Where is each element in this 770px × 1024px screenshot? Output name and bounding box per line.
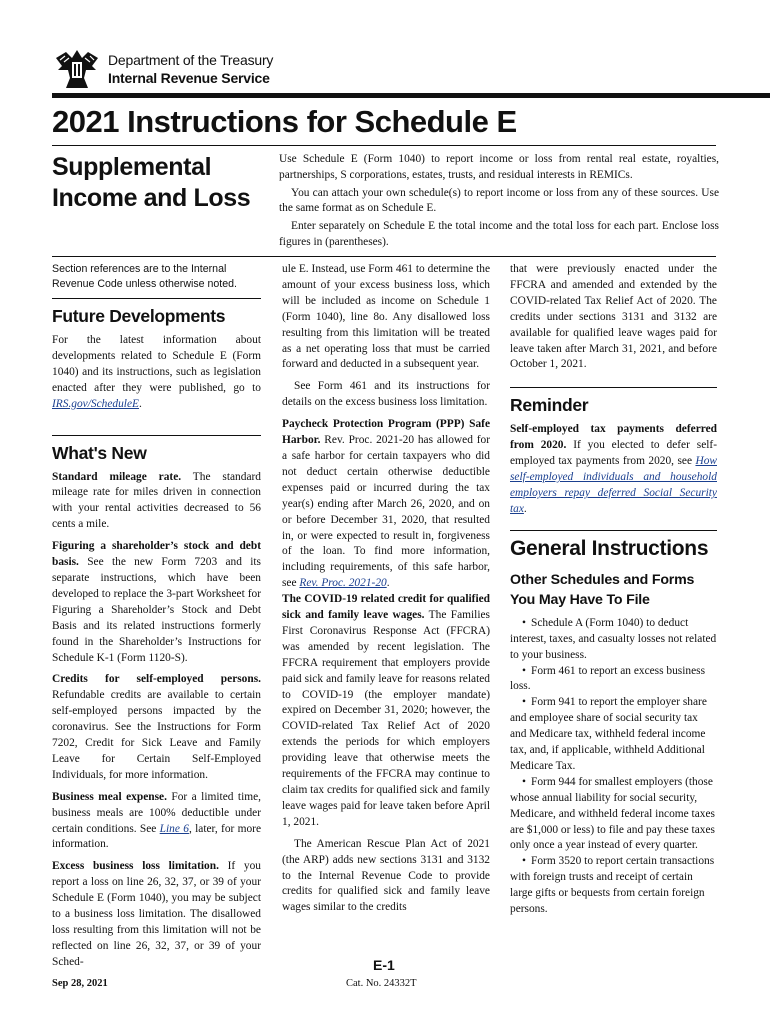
revision-date: Sep 28, 2021 [52, 978, 108, 989]
general-instructions-heading: General Instructions [510, 536, 709, 560]
header-rule [52, 93, 770, 98]
catalog-number: Cat. No. 24332T [346, 978, 417, 989]
reminder-heading: Reminder [510, 395, 589, 416]
ppp-safe-harbor-paragraph: Paycheck Protection Program (PPP) Safe Harbor. Rev. Proc. 2021-20 has allowed for a safe harbor for certain taxpayers who did not deduct certain otherwise deductible expenses paid or incurred during the tax year(s) ending after March 26, 2020, and on or before December 31, 2020, that resulted in, or were expected to result in, forgiveness of the loan. To find more information, including requirements, of this safe harbor, see Rev. Proc. 2021-20. [282, 418, 490, 590]
column-1 [52, 262, 261, 971]
agency-department: Department of the Treasury [108, 52, 274, 68]
intro-paragraph: You can attach your own schedule(s) to report income or loss from any of these sources. Use the same format as on Schedule E. [279, 186, 719, 215]
mileage-rate-paragraph: Standard mileage rate. The standard mileage rate for miles driven in connection with your rental activities decreased to 56 cents a mile. [52, 470, 261, 531]
section-note: Section references are to the Internal Revenue Code unless otherwise noted. [52, 263, 237, 290]
other-schedules-heading: Other Schedules and Forms You May Have To File [510, 571, 695, 608]
rev-proc-link[interactable]: Rev. Proc. 2021-20 [299, 577, 387, 590]
list-item: • Form 3520 to report certain transactions with foreign trusts and receipt of certain large gifts or bequests from certain foreign persons. [510, 854, 717, 918]
excess-loss-paragraph: Excess business loss limitation. If you report a loss on line 26, 32, 37, or 39 of your Schedule E (Form 1040), you may be subject to a business loss limitation. The disallowed loss resulting from this limitation will not be reflected on line 26, 32, 37, or 39 of your Sched- [52, 860, 261, 968]
page-number: E-1 [373, 957, 395, 973]
form-461-paragraph: See Form 461 and its instructions for details on the excess business loss limitation. [282, 380, 490, 409]
column-3 [510, 262, 717, 918]
self-employed-deferral-paragraph: Self-employed tax payments deferred from 2020. If you elected to defer self-employed tax payments from 2020, see How self-employed individuals and household employers repay deferred Social Security tax. [510, 423, 718, 515]
list-item: • Form 941 to report the employer share and employee share of social security tax and Medicare tax, withheld federal income tax, and, if applicable, withheld Additional Medicare Tax. [510, 695, 717, 775]
title-rule [52, 145, 716, 146]
section-divider [52, 298, 261, 299]
list-item: • Schedule A (Form 1040) to deduct interest, taxes, and casualty losses not related to your business. [510, 616, 717, 664]
intro-paragraph: Use Schedule E (Form 1040) to report income or loss from rental real estate, royalties, partnerships, S corporations, estates, trusts, and residual interests in REMICs. [279, 153, 719, 181]
self-employed-credits-paragraph: Credits for self-employed persons. Refundable credits are available to certain self-employed persons impacted by the coronavirus. See the Instructions for Form 7202, Credit for Sick Leave and Family Leave for Certain Self-Employed Individuals, for more information. [52, 673, 261, 781]
section-divider [510, 387, 717, 388]
column-2 [282, 262, 490, 916]
columns-rule [52, 256, 716, 257]
future-developments-text: For the latest information about developments related to Schedule E (Form 1040) and its instructions, such as legislation enacted after they were published, go to IRS.gov/ScheduleE. [52, 334, 261, 410]
excess-loss-continued: ule E. Instead, use Form 461 to determine the amount of your excess business loss, which will be included as income on Schedule 1 (Form 1040), line 8o. Any disallowed loss resulting from this limitation will be treated as a net operating loss that must be carried forward and deducted in a subsequent year. [282, 263, 490, 371]
page-subtitle: Supplemental Income and Loss [52, 153, 251, 212]
section-divider [52, 435, 261, 436]
arp-paragraph: The American Rescue Plan Act of 2021 (the ARP) adds new sections 3131 and 3132 to the Internal Revenue Code to provide credits for qualified sick and family leave wages similar to the credits [282, 837, 490, 914]
irs-schedule-e-link[interactable]: IRS.gov/ScheduleE [52, 397, 139, 410]
deferred-tax-repay-link[interactable]: How self-employed individuals and household employers repay deferred Social Security tax [510, 455, 717, 515]
covid-credit-continued: that were previously enacted under the FFCRA and amended and extended by the COVID-related Tax Relief Act of 2020. The credits under sections 3131 and 3132 are available for qualified leave wages paid for leave taken after March 31, 2021, and before October 1, 2021. [510, 263, 717, 371]
intro-paragraph: Enter separately on Schedule E the total income and the total loss for each part. Enclose loss figures in (parentheses). [279, 220, 719, 248]
future-developments-heading: Future Developments [52, 306, 226, 326]
line-6-link[interactable]: Line 6 [159, 822, 189, 835]
business-meal-paragraph: Business meal expense. For a limited time, business meals are 100% deductible under certain conditions. See Line 6, later, for more information. [52, 790, 262, 851]
intro-section [279, 152, 719, 251]
section-divider [510, 530, 717, 531]
whats-new-heading: What's New [52, 442, 147, 463]
stock-basis-paragraph: Figuring a shareholder’s stock and debt basis. See the new Form 7203 and its separate instructions, which have been developed to replace the 3-part Worksheet for Figuring a Shareholder’s Stock and Debt Basis and its related instructions formerly found in the Shareholder’s Instructions for Schedule K-1 (Form 1120-S). [52, 540, 261, 664]
agency-header [52, 44, 292, 94]
agency-service: Internal Revenue Service [108, 70, 270, 86]
covid-credit-paragraph: The COVID-19 related credit for qualified sick and family leave wages. The Families First Coronavirus Response Act (FFCRA) was amended by recent legislation. The FFCRA requirement that employers provide paid sick and family leave for reasons related to COVID-19 (the employer mandate) expired on December 31, 2020; however, the COVID-related Tax Relief Act of 2020 extends the periods for which employers providing leave that otherwise meets the requirements of the FFCRA may continue to claim tax credits for qualified sick and family leave wages paid for leave taken before April 1, 2021. [282, 593, 490, 828]
page-title: 2021 Instructions for Schedule E [52, 104, 517, 139]
irs-eagle-icon [52, 48, 102, 92]
list-item: • Form 461 to report an excess business loss. [510, 664, 717, 696]
list-item: • Form 944 for smallest employers (those whose annual liability for social security, Medicare, and withheld federal income taxes are $1,000 or less) to file and pay these taxes only once a year instead of every quarter. [510, 775, 717, 855]
